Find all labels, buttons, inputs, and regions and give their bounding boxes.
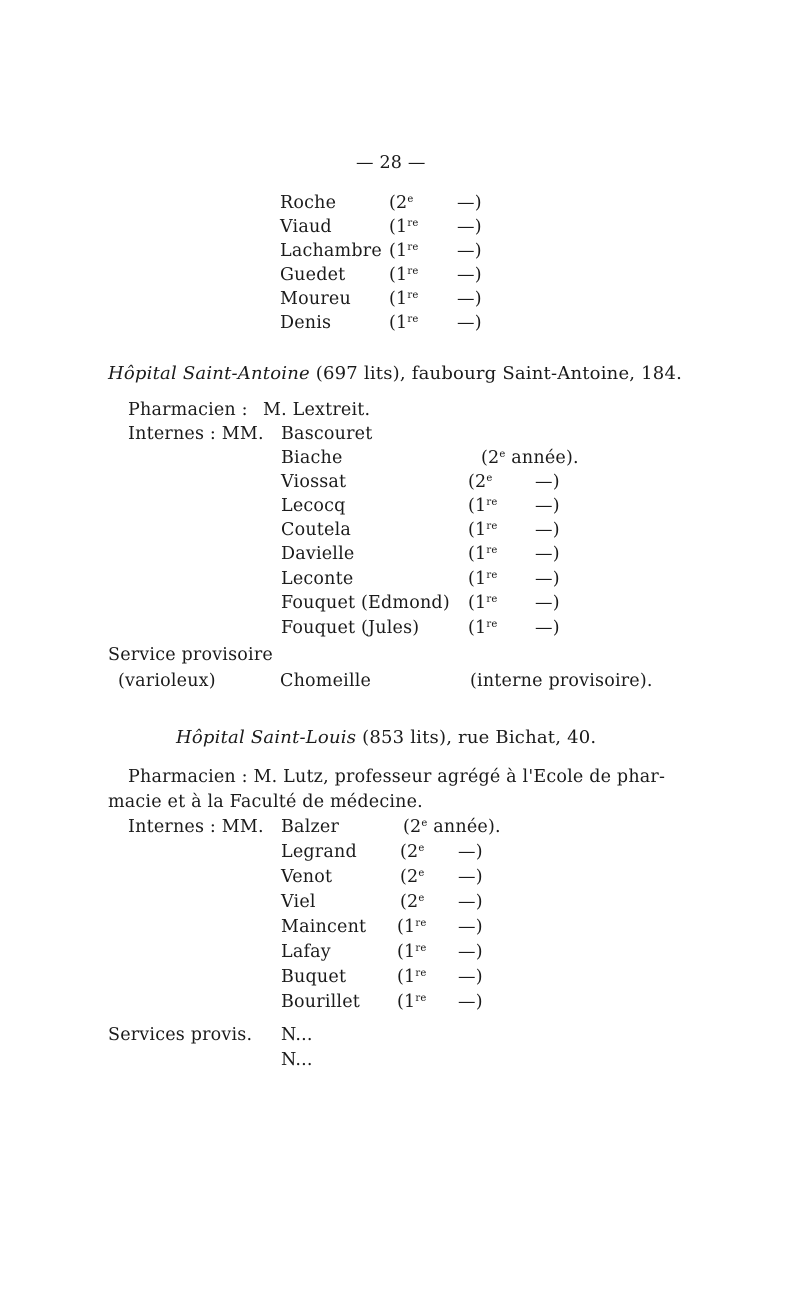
list-item-year: (1re [389, 313, 419, 333]
list-item-dash: —) [535, 569, 560, 589]
list-item-name: Bascouret [281, 424, 373, 444]
list-item-name: Balzer [281, 817, 340, 837]
list-item-dash: —) [457, 289, 482, 309]
services-label: Services provis. [108, 1025, 253, 1045]
list-item-name: Viossat [281, 472, 347, 492]
list-item-year: (1re [468, 618, 498, 638]
list-item-name: Leconte [281, 569, 354, 589]
list-item-year: (1re [468, 593, 498, 613]
list-item-year: (1re [468, 569, 498, 589]
list-item-name: Viel [281, 892, 316, 912]
hospital-name: Hôpital Saint-Antoine [108, 363, 310, 384]
list-item-dash: —) [457, 217, 482, 237]
hospital-details: (697 lits), faubourg Saint-Antoine, 184. [309, 363, 683, 384]
list-item-name: Moureu [280, 289, 351, 309]
list-item-name: Coutela [281, 520, 352, 540]
list-item-name: Bourillet [281, 992, 361, 1012]
service-note: (interne provisoire). [470, 671, 653, 691]
page-number: — 28 — [356, 153, 426, 173]
list-item-year: (2e [468, 472, 493, 492]
list-item-name: Fouquet (Jules) [281, 618, 420, 638]
list-item-year: (1re [389, 241, 419, 261]
hospital-name: Hôpital Saint-Louis [176, 727, 357, 748]
pharmacien-line-2: macie et à la Faculté de médecine. [108, 792, 423, 812]
list-item-year: (2e [389, 193, 414, 213]
list-item-dash: —) [458, 992, 483, 1012]
list-item-dash: —) [535, 496, 560, 516]
service-name: Chomeille [280, 671, 372, 691]
list-item-year: (1re [397, 942, 427, 962]
list-item-dash: —) [457, 265, 482, 285]
list-item-dash: —) [458, 917, 483, 937]
internes-label: Internes : MM. [128, 817, 264, 837]
list-item-name: Davielle [281, 544, 355, 564]
list-item-year: (1re [389, 217, 419, 237]
list-item-dash: —) [458, 892, 483, 912]
list-item-year: (2e [400, 842, 425, 862]
list-item-year: (1re [389, 289, 419, 309]
list-item-dash: —) [535, 472, 560, 492]
internes-label: Internes : MM. [128, 424, 264, 444]
list-item-dash: —) [535, 520, 560, 540]
list-item-dash: —) [458, 867, 483, 887]
hospital-heading [176, 727, 596, 749]
list-item-year: (2e [400, 892, 425, 912]
list-item-name: Lachambre [280, 241, 382, 261]
list-item-year: (2e année). [481, 448, 579, 468]
list-item-year: (1re [389, 265, 419, 285]
list-item-year: (1re [397, 967, 427, 987]
list-item-dash: —) [535, 544, 560, 564]
list-item-dash: —) [457, 313, 482, 333]
list-item-year: (1re [468, 496, 498, 516]
list-item-dash: —) [457, 193, 482, 213]
service-label: Service provisoire [108, 645, 273, 665]
hospital-heading [108, 363, 682, 385]
list-item-name: Buquet [281, 967, 347, 987]
list-item-dash: —) [535, 593, 560, 613]
list-item-name: Biache [281, 448, 343, 468]
services-entry: N... [281, 1050, 313, 1070]
list-item-year: (1re [468, 544, 498, 564]
list-item-year: (1re [468, 520, 498, 540]
list-item-name: Legrand [281, 842, 357, 862]
list-item-name: Guedet [280, 265, 346, 285]
list-item-name: Viaud [280, 217, 332, 237]
list-item-name: Maincent [281, 917, 367, 937]
list-item-dash: —) [458, 942, 483, 962]
list-item-dash: —) [535, 618, 560, 638]
list-item-year: (2e année). [403, 817, 501, 837]
list-item-name: Venot [281, 867, 333, 887]
list-item-year: (1re [397, 917, 427, 937]
pharmacien-line-1: Pharmacien : M. Lutz, professeur agrégé à l'Ecole de phar- [128, 767, 666, 787]
list-item-dash: —) [457, 241, 482, 261]
list-item-year: (1re [397, 992, 427, 1012]
list-item-dash: —) [458, 967, 483, 987]
list-item-name: Denis [280, 313, 332, 333]
services-entry: N... [281, 1025, 313, 1045]
pharmacien-label: Pharmacien : [128, 400, 248, 420]
list-item-name: Lecocq [281, 496, 346, 516]
list-item-name: Lafay [281, 942, 331, 962]
list-item-name: Fouquet (Edmond) [281, 593, 450, 613]
service-sub: (varioleux) [118, 671, 216, 691]
hospital-details: (853 lits), rue Bichat, 40. [356, 727, 597, 748]
list-item-year: (2e [400, 867, 425, 887]
list-item-name: Roche [280, 193, 337, 213]
list-item-dash: —) [458, 842, 483, 862]
pharmacien-name: M. Lextreit. [263, 400, 371, 420]
